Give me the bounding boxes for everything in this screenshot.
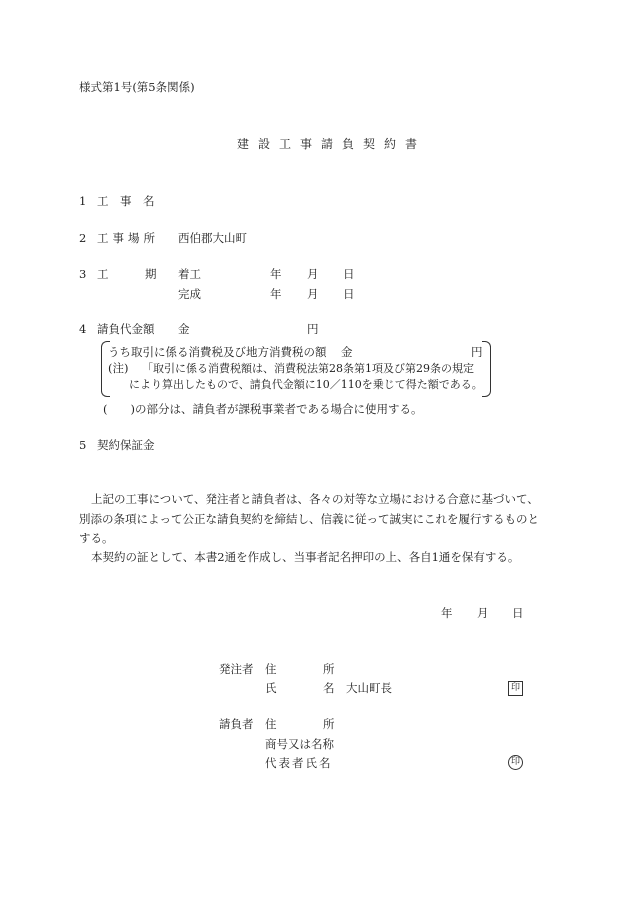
item3-label-b: 期	[145, 267, 157, 281]
orderer-name-b: 名	[323, 681, 335, 695]
item2-number: 2	[79, 231, 87, 245]
body-p2: 本契約の証として、本書2通を作成し、当事者記名押印の上、各自1通を保有する。	[91, 550, 520, 564]
item3-start-day: 日	[343, 267, 355, 281]
contractor-role: 請負者	[219, 717, 254, 731]
body-p1-line2: 別添の条項によって公正な請負契約を締結し、信義に従って誠実にこれを履行するものと	[79, 512, 539, 526]
item4-label: 請負代金額	[97, 322, 155, 336]
date-year: 年	[441, 606, 453, 620]
item2-value: 西伯郡大山町	[178, 231, 247, 245]
form-label: 様式第1号(第5条関係)	[79, 80, 195, 94]
item3-start: 着工	[178, 267, 201, 281]
tax-note-line1: 「取引に係る消費税額は、消費税法第28条第1項及び第29条の規定	[142, 362, 474, 375]
tax-note-label: (注)	[108, 361, 129, 375]
orderer-addr-a: 住	[265, 662, 277, 676]
item3-start-month: 月	[307, 267, 319, 281]
document-title: 建設工事請負契約書	[237, 137, 427, 151]
body-p1-line1: 上記の工事について、発注者と請負者は、各々の対等な立場における合意に基づいて、	[91, 492, 539, 506]
orderer-addr-b: 所	[323, 662, 335, 676]
orderer-seal-square: 印	[508, 681, 523, 696]
item4-number: 4	[79, 322, 87, 336]
item5-number: 5	[79, 438, 87, 452]
body-p1-line3: する。	[79, 531, 114, 545]
paren-note: ( )の部分は、請負者が課税事業者である場合に使用する。	[103, 402, 423, 416]
item3-start-year: 年	[270, 267, 282, 281]
date-day: 日	[512, 606, 524, 620]
item4-yen: 円	[307, 322, 319, 336]
item1-number: 1	[79, 194, 87, 208]
right-bracket	[482, 341, 491, 397]
orderer-role: 発注者	[219, 662, 254, 676]
contractor-addr-a: 住	[265, 717, 277, 731]
tax-line1-kin: 金	[341, 345, 353, 359]
orderer-name-value: 大山町長	[346, 681, 392, 695]
item1-label: 工 事 名	[97, 194, 155, 208]
date-month: 月	[477, 606, 489, 620]
item5-label: 契約保証金	[97, 438, 155, 452]
tax-line1-text: うち取引に係る消費税及び地方消費税の額	[108, 345, 327, 359]
item2-label: 工事場所	[97, 231, 159, 245]
contractor-addr-b: 所	[323, 717, 335, 731]
contractor-seal-round: 印	[508, 755, 523, 770]
item3-end-year: 年	[270, 287, 282, 301]
orderer-name-a: 氏	[265, 681, 277, 695]
tax-note-line2: により算出したもので、請負代金額に10／110を乗じて得た額である。	[129, 378, 483, 391]
contractor-trade-name: 商号又は名称	[265, 737, 334, 751]
item3-number: 3	[79, 267, 87, 281]
item3-end: 完成	[178, 287, 201, 301]
tax-line1-yen: 円	[471, 345, 483, 359]
item4-kin: 金	[178, 322, 190, 336]
item3-end-month: 月	[307, 287, 319, 301]
item3-end-day: 日	[343, 287, 355, 301]
contractor-rep-name: 代表者氏名	[265, 756, 333, 770]
item3-label-a: 工	[97, 267, 109, 281]
